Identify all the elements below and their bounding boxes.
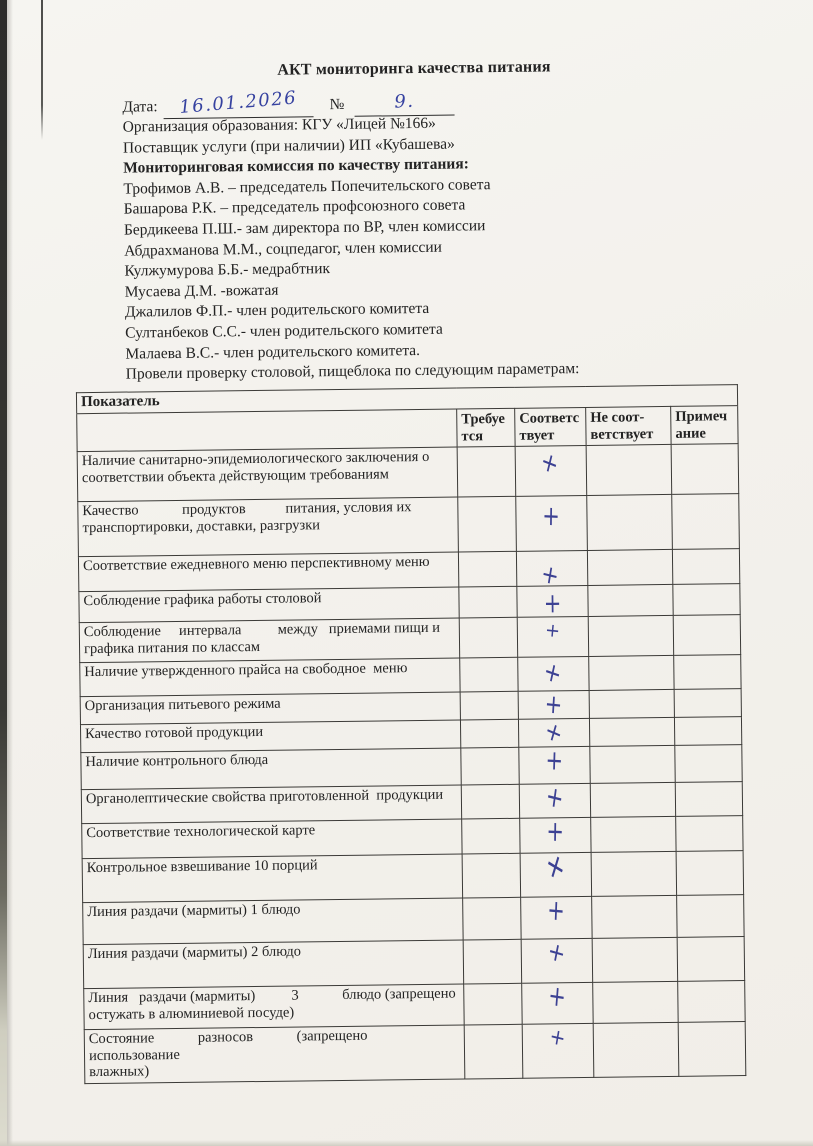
conforms-cell	[516, 495, 588, 551]
check-mark: +	[541, 655, 565, 691]
not-conforms-cell	[591, 851, 677, 896]
supplier-line: Поставщик услуги (при наличии) ИП «Кубашева»	[122, 135, 455, 157]
required-cell	[458, 496, 517, 552]
required-cell	[458, 551, 516, 587]
check-mark: +	[546, 814, 565, 848]
required-cell	[459, 586, 517, 618]
note-cell	[677, 937, 745, 982]
commission-member: Малаева В.С.- член родительского комитета.	[125, 341, 421, 363]
conforms-cell	[518, 715, 589, 750]
check-mark: +	[544, 779, 566, 816]
required-cell	[457, 446, 516, 497]
not-conforms-cell	[588, 584, 673, 616]
indicator-cell: Соблюдение интервала между приемами пищи и графика питания по классам	[79, 618, 459, 663]
required-cell	[460, 719, 518, 748]
note-cell	[671, 444, 739, 495]
commission-member: Мусаева Д.М. -вожатая	[124, 281, 279, 301]
commission-member: Абдрахманова М.М., соцпедагог, член комиссии	[124, 238, 442, 260]
required-cell	[461, 784, 519, 819]
not-conforms-cell	[588, 615, 673, 656]
note-cell	[674, 655, 741, 690]
check-mark: +	[544, 618, 562, 642]
note-cell	[676, 816, 743, 852]
indicator-header-spacer	[77, 409, 457, 452]
conforms-cell	[520, 842, 592, 897]
note-cell	[672, 549, 739, 585]
conforms-cell	[516, 550, 587, 592]
not-conforms-cell	[587, 549, 672, 585]
indicator-cell: Линия раздачи (мармиты) 1 блюдо	[83, 898, 463, 945]
not-conforms-cell	[586, 444, 672, 495]
note-cell	[673, 584, 740, 616]
indicator-cell: Соблюдение графика работы столовой	[79, 587, 459, 623]
conforms-cell	[517, 585, 588, 617]
conforms-cell	[518, 656, 589, 691]
check-mark: +	[542, 500, 561, 532]
required-cell	[459, 617, 517, 658]
indicator-cell: Соответствие ежедневного меню перспективному меню	[78, 552, 458, 592]
indicator-cell: Качество продуктов питания, условия их транспортировки, доставки, разгрузки	[78, 497, 459, 557]
document-header-block	[122, 89, 737, 385]
check-mark: +	[541, 715, 567, 750]
required-cell	[461, 747, 519, 785]
commission-member: Султанбеков С.С.- член родительского комитета	[125, 320, 443, 342]
indicator-cell: Органолептические свойства приготовленной продукции	[81, 785, 461, 824]
commission-member: Башарова Р.К. – председатель профсоюзного совета	[123, 196, 466, 218]
scan-left-edge	[0, 0, 7, 1146]
note-header: Примеч ание	[671, 406, 738, 445]
conforms-cell	[518, 690, 589, 719]
organization-line: Организация образования: КГУ «Лицей №166»	[122, 114, 436, 136]
check-mark: +	[544, 688, 564, 721]
indicator-header: Показатель	[76, 385, 737, 414]
not-conforms-cell	[587, 494, 673, 550]
conforms-cell	[522, 978, 593, 1024]
number-label: №	[329, 95, 345, 114]
indicator-cell: Соответствие технологической карте	[82, 819, 462, 859]
note-cell	[673, 615, 741, 656]
not-conforms-cell	[593, 981, 678, 1023]
not-conforms-cell	[593, 1022, 679, 1077]
required-cell	[464, 983, 522, 1025]
check-mark: +	[545, 935, 569, 969]
note-cell	[674, 689, 741, 718]
not-conforms-header: Не соот- ветствует	[586, 406, 671, 445]
scan-left-shadow	[7, 0, 13, 1146]
commission-member: Кулжумурова Б.Б.- медрабтник	[124, 260, 331, 280]
table-row	[84, 1022, 746, 1084]
indicator-cell: Наличие санитарно-эпидемиологического заключения о соответствии объекта действующим требованиям	[77, 447, 458, 502]
check-mark: +	[547, 1023, 568, 1052]
indicator-cell: Качество готовой продукции	[80, 720, 460, 753]
not-conforms-cell	[591, 816, 676, 852]
note-cell	[674, 717, 741, 746]
scan-bottom-edge	[0, 1140, 813, 1146]
document-title: АКТ мониторинга качества питания	[277, 58, 551, 79]
binding-fold-mark	[41, 0, 43, 140]
conforms-header: Соответс твует	[515, 407, 586, 446]
not-conforms-cell	[589, 689, 674, 718]
table-row	[77, 444, 739, 502]
commission-member: Джалилов Ф.П.- член родительского комитета	[124, 300, 430, 321]
conforms-cell	[517, 616, 588, 657]
conforms-cell	[522, 1023, 594, 1077]
monitoring-table	[76, 384, 746, 1084]
check-mark: +	[547, 978, 568, 1014]
table-row	[78, 494, 740, 557]
indicator-cell: Состояние разносов (запрещено использование влажных)	[84, 1025, 465, 1083]
conforms-cell	[519, 746, 590, 784]
note-cell	[678, 1022, 746, 1076]
commission-member: Бердикеева П.Ш.- зам директора по ВР, член комиссии	[123, 217, 486, 239]
note-cell	[677, 895, 745, 938]
date-label: Дата:	[122, 98, 158, 116]
check-mark: +	[543, 587, 562, 619]
indicator-cell: Контрольное взвешивание 10 порций	[82, 854, 463, 903]
not-conforms-cell	[592, 895, 678, 938]
required-cell	[462, 818, 520, 854]
note-cell	[675, 782, 742, 817]
conforms-cell	[521, 893, 593, 939]
check-mark: +	[545, 744, 564, 777]
required-cell	[462, 853, 521, 898]
note-cell	[675, 745, 742, 783]
number-value-handwritten: 9.	[393, 90, 415, 113]
required-header: Требуе тся	[457, 408, 515, 447]
note-cell	[672, 494, 740, 550]
required-cell	[460, 691, 518, 720]
check-mark: +	[537, 445, 562, 481]
check-mark: +	[541, 842, 571, 890]
note-cell	[678, 981, 746, 1023]
number-underline	[354, 90, 454, 117]
conforms-cell	[519, 779, 590, 818]
indicator-cell: Наличие контрольного блюда	[81, 748, 461, 790]
not-conforms-cell	[589, 655, 674, 690]
commission-member: Трофимов А.В. – председатель Попечительского совета	[123, 175, 491, 198]
intro-line: Провели проверку столовой, пищеблока по следующим параметрам:	[125, 360, 580, 383]
required-cell	[463, 897, 522, 940]
required-cell	[464, 1024, 523, 1078]
conforms-cell	[521, 935, 593, 983]
indicator-cell: Наличие утвержденного прайса на свободное меню	[80, 658, 460, 697]
conforms-cell	[515, 445, 587, 496]
indicator-cell: Организация питьевого режима	[80, 692, 460, 725]
note-cell	[676, 851, 744, 896]
commission-heading: Мониторинговая комиссия по качеству питания:	[123, 155, 469, 177]
not-conforms-cell	[590, 745, 675, 783]
indicator-cell: Линия раздачи (мармиты) 2 блюдо	[83, 940, 464, 989]
not-conforms-cell	[590, 782, 675, 817]
required-cell	[460, 657, 518, 692]
check-mark: +	[539, 558, 562, 592]
date-value-handwritten: 16.01.2026	[178, 87, 299, 118]
required-cell	[463, 939, 522, 984]
indicator-cell: Линия раздачи (мармиты) 3 блюдо (запрещено остужать в алюминиевой посуде)	[84, 984, 464, 1030]
check-mark: +	[546, 893, 566, 928]
not-conforms-cell	[592, 937, 678, 982]
not-conforms-cell	[589, 717, 674, 746]
